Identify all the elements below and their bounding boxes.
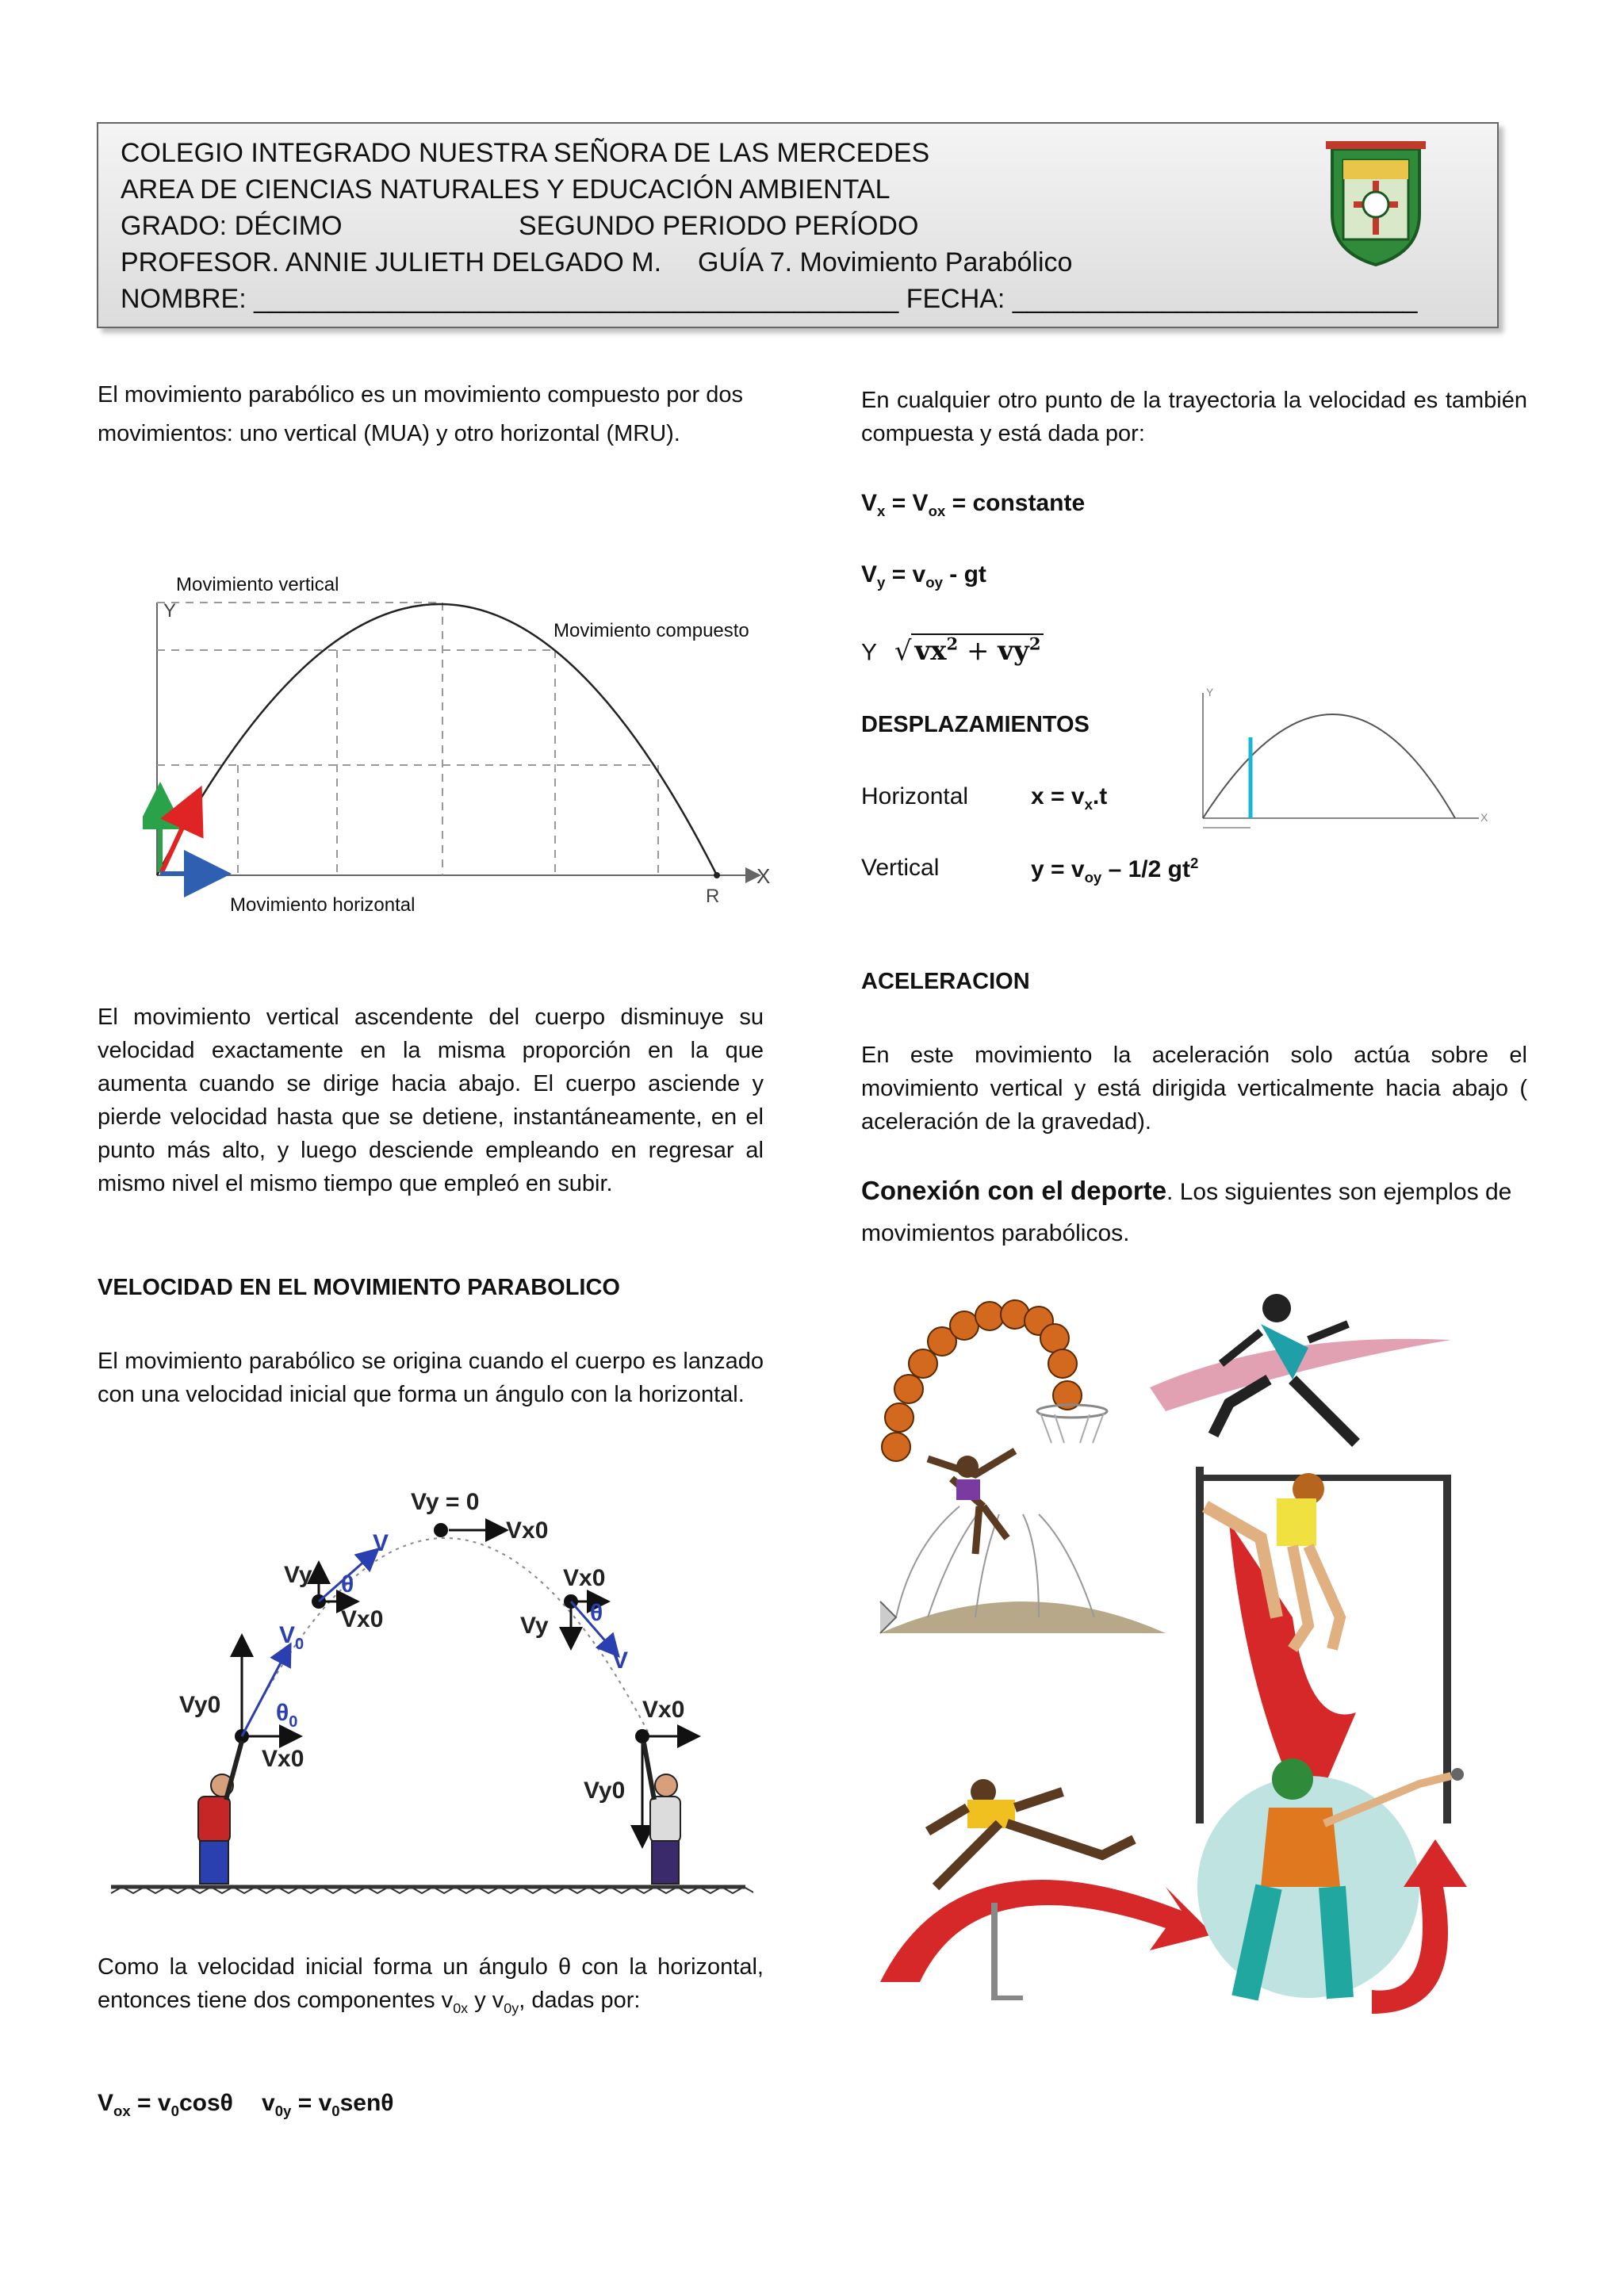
parabola-trajectory <box>157 604 717 875</box>
formula-vertical: $y = v_{oy} - 1/2$ $gt^2$ <box>1031 855 1199 886</box>
label-vx0-left: Vx0 <box>341 1606 384 1632</box>
heading-velocidad: VELOCIDAD EN EL MOVIMIENTO PARABOLICO <box>98 1275 620 1300</box>
axis-r-label: R <box>706 886 720 907</box>
sports-examples-illustration <box>864 1284 1467 2014</box>
hammer-throw-illustration <box>1197 1758 1467 2014</box>
teacher: PROFESOR. ANNIE JULIETH DELGADO M. <box>121 247 662 277</box>
formula-horizontal: $x = v_x.t$ <box>1031 783 1108 813</box>
dashed-grid <box>157 603 658 875</box>
label-vx0-end: Vx0 <box>642 1697 685 1723</box>
formula-vy: $V_y = v_{oy}$ - gt <box>861 561 986 591</box>
label-horizontal: Horizontal <box>861 783 969 809</box>
formula-vx: $V_x = V_{ox}$ = constante <box>861 490 1086 519</box>
heading-desplazamientos: DESPLAZAMIENTOS <box>861 712 1090 737</box>
formula-voy: $v_{0y} = v_0sen\theta$ <box>262 2090 394 2119</box>
school-name: COLEGIO INTEGRADO NUESTRA SEÑORA DE LAS MERCEDES <box>121 138 930 168</box>
date-field[interactable]: ___________________________ <box>1012 284 1418 314</box>
date-label-text: FECHA: <box>906 284 1005 314</box>
axis-x-label: X <box>756 864 771 888</box>
intro-paragraph: El movimiento parabólico es un movimiento compuesto por dos movimientos: uno vertical (MUA) y otro horizontal (MRU). <box>98 382 744 446</box>
label-vx0-launch: Vx0 <box>262 1746 304 1772</box>
formula-magnitude: Y √ $vx^2 + vy^2$ <box>861 634 1044 667</box>
label-vy0-launch: Vy0 <box>179 1692 221 1718</box>
heading-aceleracion: ACELERACION <box>861 969 1030 994</box>
paragraph-components: Como la velocidad inicial forma un ángulo θ con la horizontal, entonces tiene dos componentes $v_{0x}$ y $v_{0y}$, dadas por: <box>98 1954 764 2016</box>
mini-x-label: X <box>1480 811 1488 824</box>
paragraph-velocity-any-point: En cualquier otro punto de la trayectoria la velocidad es también compuesta y está dada por: <box>861 388 1527 446</box>
mini-y-label: Y <box>1206 686 1214 698</box>
velocity-vector-arrow <box>162 807 192 872</box>
name-label-text: NOMBRE: <box>121 284 247 314</box>
label-v0: $V_0$ <box>279 1622 304 1653</box>
label-theta-left: θ <box>341 1571 354 1598</box>
name-label <box>121 281 1417 317</box>
basketball-arc-illustration <box>882 1300 1107 1461</box>
label-vertical: Vertical <box>861 855 940 881</box>
paragraph-vertical-motion: El movimiento vertical ascendente del cuerpo disminuye su velocidad exactamente en la misma proporción en la que aumenta cuando se dirige hacia abajo. El cuerpo asciende y pierde velocidad hasta que se detiene, instantáneamente, en el punto más alto, y luego desciende empleando en regresar al mismo nivel el mismo tiempo que empleó en subir. <box>98 1004 764 1196</box>
label-vy-zero: Vy = 0 <box>411 1489 480 1515</box>
displacement-mini-diagram <box>1193 682 1495 832</box>
grade: GRADO: DÉCIMO <box>121 211 343 241</box>
label-movimiento-horizontal: Movimiento horizontal <box>230 894 416 916</box>
name-field[interactable]: ___________________________________________ <box>254 284 899 314</box>
paragraph-sports <box>861 1170 1527 1254</box>
header-box <box>97 122 1499 328</box>
catcher-figure <box>644 1743 680 1884</box>
axis-y-label: Y <box>163 600 177 622</box>
projectile-vectors-diagram <box>103 1475 753 1903</box>
guide-title: GUÍA 7. Movimiento Parabólico <box>698 247 1073 277</box>
label-vy-left: Vy <box>284 1562 312 1588</box>
label-v-left: V <box>373 1530 389 1556</box>
label-movimiento-compuesto: Movimiento compuesto <box>553 620 749 641</box>
label-vy-right: Vy <box>520 1613 549 1639</box>
thrower-figure <box>198 1741 242 1884</box>
long-jump-illustration <box>880 1451 1166 1633</box>
hurdler-illustration <box>880 1779 1213 1998</box>
sports-text: . Los siguientes son ejemplos de movimientos parabólicos. <box>861 1179 1512 1246</box>
formula-vox: $V_{ox} = v_0\cos\theta$ <box>98 2090 233 2119</box>
label-theta-right: θ <box>590 1600 603 1626</box>
label-movimiento-vertical: Movimiento vertical <box>176 574 339 595</box>
label-vx0-right: Vx0 <box>563 1565 606 1591</box>
label-theta0: $\theta_0$ <box>276 1700 298 1731</box>
paragraph-origin: El movimiento parabólico se origina cuando el cuerpo es lanzado con una velocidad inicial que forma un ángulo con la horizontal. <box>98 1349 764 1407</box>
sports-heading: Conexión con el deporte <box>861 1176 1167 1205</box>
label-vy0-end: Vy0 <box>584 1777 626 1804</box>
paragraph-acceleration: En este movimiento la aceleración solo actúa sobre el movimiento vertical y está dirigida verticalmente hacia abajo ( aceleración de la gravedad). <box>861 1043 1527 1135</box>
label-v-right: V <box>612 1647 629 1674</box>
high-jump-illustration <box>1196 1467 1451 1823</box>
school-crest-icon <box>1326 141 1426 268</box>
period: SEGUNDO PERIODO PERÍODO <box>519 211 919 241</box>
area-name: AREA DE CIENCIAS NATURALES Y EDUCACIÓN AMBIENTAL <box>121 174 891 205</box>
label-vx0-top: Vx0 <box>506 1517 549 1544</box>
runner-illustration <box>1150 1294 1451 1443</box>
